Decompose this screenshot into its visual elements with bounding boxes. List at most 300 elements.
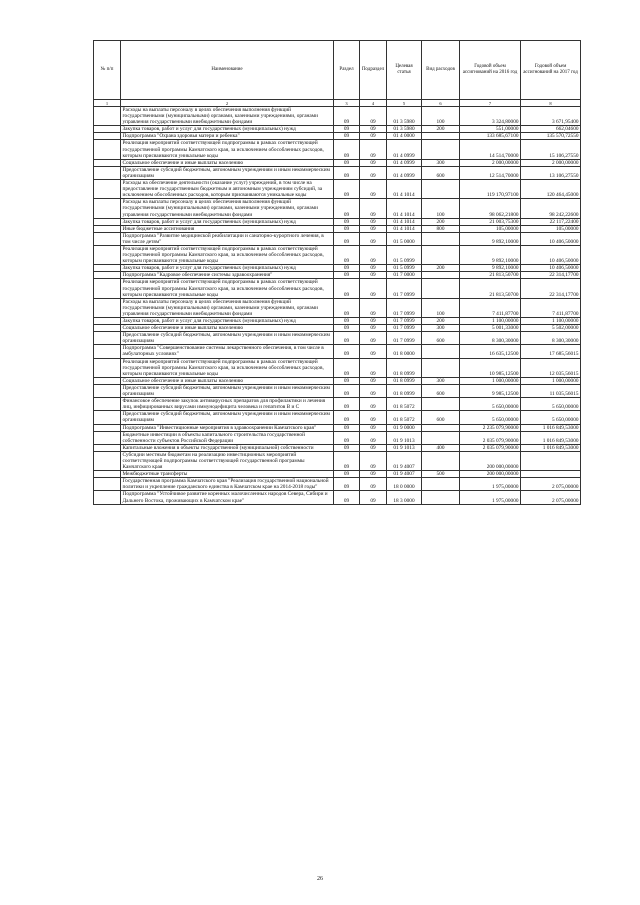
- section-code: 09: [334, 411, 360, 424]
- row-index-cell: [94, 358, 121, 377]
- section-code: 09: [334, 398, 360, 411]
- target-article-code: 18 3 0000: [387, 491, 422, 504]
- expense-type-code: 200: [422, 265, 460, 272]
- section-code: 09: [334, 332, 360, 345]
- amount-2016: 16 635,12500: [460, 345, 521, 358]
- table-row: [94, 398, 581, 411]
- amount-2017: 22 314,17700: [521, 272, 581, 279]
- column-number: 2: [121, 100, 334, 107]
- target-article-code: 01 4 1014: [387, 199, 422, 218]
- amount-2016: 2 235 079,90000: [460, 424, 521, 431]
- amount-2016: 3 324,80000: [460, 107, 521, 126]
- amount-2016: 21 813,50700: [460, 279, 521, 298]
- row-index-cell: [94, 245, 121, 264]
- row-index-cell: [94, 107, 121, 126]
- row-index-cell: [94, 451, 121, 470]
- amount-2017: 5 502,00000: [521, 325, 581, 332]
- column-number: 5: [387, 100, 422, 107]
- table-row: [94, 140, 581, 159]
- amount-2017: 662,04600: [521, 126, 581, 133]
- subsection-code: 09: [360, 245, 387, 264]
- amount-2016: 14 514,70000: [460, 140, 521, 159]
- subsection-code: 09: [360, 478, 387, 491]
- target-article-code: 01 5 0999: [387, 265, 422, 272]
- section-code: 09: [334, 166, 360, 179]
- amount-2017: 22 117,22400: [521, 218, 581, 225]
- subsection-code: 09: [360, 424, 387, 431]
- amount-2016: 119 170,97100: [460, 180, 521, 199]
- table-row: [94, 107, 581, 126]
- expense-type-code: [422, 232, 460, 245]
- table-row: [94, 166, 581, 179]
- section-code: 09: [334, 245, 360, 264]
- column-number: 8: [521, 100, 581, 107]
- row-index-cell: [94, 411, 121, 424]
- row-index-cell: [94, 431, 121, 444]
- header-cell: Годовой объем ассигнований на 2017 год: [521, 41, 581, 100]
- amount-2017: 3 671,95400: [521, 107, 581, 126]
- expense-type-code: [422, 451, 460, 470]
- row-index-cell: [94, 384, 121, 397]
- amount-2016: 12 514,70000: [460, 166, 521, 179]
- item-name: Социальное обеспечение и иные выплаты населению: [121, 325, 334, 332]
- table-row: [94, 232, 581, 245]
- section-code: 09: [334, 491, 360, 504]
- target-article-code: 01 8 0999: [387, 384, 422, 397]
- target-article-code: 01 7 0999: [387, 332, 422, 345]
- amount-2016: 1 000,00000: [460, 377, 521, 384]
- section-code: 09: [334, 377, 360, 384]
- subsection-code: 09: [360, 332, 387, 345]
- target-article-code: 01 8 5072: [387, 411, 422, 424]
- amount-2016: 7 411,87700: [460, 298, 521, 317]
- target-article-code: 01 4 0000: [387, 133, 422, 140]
- target-article-code: 01 9 1013: [387, 444, 422, 451]
- subsection-code: 09: [360, 133, 387, 140]
- amount-2016: 21 813,50700: [460, 272, 521, 279]
- target-article-code: 01 7 0999: [387, 279, 422, 298]
- subsection-code: 09: [360, 431, 387, 444]
- expense-type-code: [422, 140, 460, 159]
- table-row: [94, 471, 581, 478]
- table-row: [94, 272, 581, 279]
- item-name: Реализация мероприятий соответствующей подпрограммы в рамках соответствующей государственной программы Камчатского края, за исключением обособленных расходов, которым присваиваются уникальные коды: [121, 279, 334, 298]
- header-row: [94, 41, 581, 100]
- item-name: Государственная программа Камчатского края "Реализация государственной национальной политики и укрепление гражданского единства в Камчатском крае на 2014-2018 годы": [121, 478, 334, 491]
- target-article-code: 01 9 4007: [387, 451, 422, 470]
- amount-2016: 133 685,67100: [460, 133, 521, 140]
- amount-2017: 2 075,00000: [521, 478, 581, 491]
- header-cell: Целевая статья: [387, 41, 422, 100]
- expense-type-code: 500: [422, 471, 460, 478]
- amount-2016: 1 100,00000: [460, 318, 521, 325]
- row-index-cell: [94, 159, 121, 166]
- section-code: 09: [334, 126, 360, 133]
- expense-type-code: [422, 133, 460, 140]
- subsection-code: 09: [360, 199, 387, 218]
- amount-2016: 9 985,12500: [460, 384, 521, 397]
- item-name: Социальное обеспечение и иные выплаты населению: [121, 377, 334, 384]
- subsection-code: 09: [360, 180, 387, 199]
- target-article-code: 01 8 0000: [387, 345, 422, 358]
- row-index-cell: [94, 218, 121, 225]
- table-row: [94, 444, 581, 451]
- item-name: Реализация мероприятий соответствующей подпрограммы в рамках соответствующей государственной программы Камчатского края, за исключением обособленных расходов, которым присваиваются уникальные коды: [121, 140, 334, 159]
- target-article-code: 01 5 0999: [387, 245, 422, 264]
- table-row: [94, 478, 581, 491]
- table-row: [94, 358, 581, 377]
- target-article-code: 01 8 5072: [387, 398, 422, 411]
- amount-2016: 9 892,10000: [460, 245, 521, 264]
- table-row: [94, 265, 581, 272]
- row-index-cell: [94, 377, 121, 384]
- row-index-cell: [94, 166, 121, 179]
- amount-2017: 22 314,17700: [521, 279, 581, 298]
- row-index-cell: [94, 133, 121, 140]
- table-row: [94, 345, 581, 358]
- amount-2017: 5 650,00000: [521, 411, 581, 424]
- subsection-code: 09: [360, 166, 387, 179]
- subsection-code: 09: [360, 298, 387, 317]
- amount-2016: 5 650,00000: [460, 411, 521, 424]
- column-number: 3: [334, 100, 360, 107]
- target-article-code: 01 4 0999: [387, 159, 422, 166]
- expense-type-code: [422, 424, 460, 431]
- subsection-code: 09: [360, 377, 387, 384]
- table-row: [94, 298, 581, 317]
- amount-2016: 200 000,00000: [460, 471, 521, 478]
- expense-type-code: 100: [422, 107, 460, 126]
- section-code: 09: [334, 471, 360, 478]
- target-article-code: 01 4 0999: [387, 166, 422, 179]
- row-index-cell: [94, 332, 121, 345]
- subsection-code: 09: [360, 107, 387, 126]
- subsection-code: 09: [360, 232, 387, 245]
- section-code: 09: [334, 358, 360, 377]
- subsection-code: 09: [360, 444, 387, 451]
- amount-2017: 5 650,00000: [521, 398, 581, 411]
- amount-2016: 1 975,00000: [460, 478, 521, 491]
- table-row: [94, 318, 581, 325]
- expense-type-code: 300: [422, 159, 460, 166]
- expense-type-code: [422, 478, 460, 491]
- item-name: Реализация мероприятий соответствующей подпрограммы в рамках соответствующей государственной программы Камчатского края, за исключением обособленных расходов, которым присваиваются уникальные коды: [121, 358, 334, 377]
- table-body: [94, 107, 581, 505]
- row-index-cell: [94, 298, 121, 317]
- section-code: 09: [334, 279, 360, 298]
- row-index-cell: [94, 199, 121, 218]
- amount-2017: [521, 471, 581, 478]
- amount-2016: 2 035 079,90000: [460, 431, 521, 444]
- amount-2016: 21 003,75300: [460, 218, 521, 225]
- section-code: 09: [334, 199, 360, 218]
- target-article-code: 01 9 1013: [387, 431, 422, 444]
- section-code: 09: [334, 159, 360, 166]
- table-row: [94, 384, 581, 397]
- row-index-cell: [94, 444, 121, 451]
- section-code: 09: [334, 325, 360, 332]
- subsection-code: 09: [360, 159, 387, 166]
- amount-2017: 2 075,00000: [521, 491, 581, 504]
- amount-2016: 9 892,10000: [460, 232, 521, 245]
- item-name: Иные бюджетные ассигнования: [121, 225, 334, 232]
- section-code: 09: [334, 107, 360, 126]
- target-article-code: 01 7 0999: [387, 318, 422, 325]
- row-index-cell: [94, 232, 121, 245]
- expense-type-code: [422, 245, 460, 264]
- subsection-code: 09: [360, 140, 387, 159]
- expense-type-code: 600: [422, 384, 460, 397]
- item-name: Закупка товаров, работ и услуг для государственных (муниципальных) нужд: [121, 265, 334, 272]
- header-cell: № п/п: [94, 41, 121, 100]
- amount-2016: 10 985,12500: [460, 358, 521, 377]
- expense-type-code: [422, 398, 460, 411]
- expense-type-code: 300: [422, 325, 460, 332]
- subsection-code: 09: [360, 265, 387, 272]
- header-cell: Вид расходов: [422, 41, 460, 100]
- table-row: [94, 133, 581, 140]
- amount-2017: 1 000,00000: [521, 377, 581, 384]
- subsection-code: 09: [360, 358, 387, 377]
- row-index-cell: [94, 126, 121, 133]
- target-article-code: 01 4 1014: [387, 180, 422, 199]
- item-name: Подпрограмма "Устойчивое развитие коренных малочисленных народов Севера, Сибири и Дальнего Востока, проживающих в Камчатском крае": [121, 491, 334, 504]
- section-code: 09: [334, 133, 360, 140]
- table-row: [94, 245, 581, 264]
- subsection-code: 09: [360, 325, 387, 332]
- amount-2016: 98 062,21800: [460, 199, 521, 218]
- expense-type-code: 400: [422, 444, 460, 451]
- table-row: [94, 377, 581, 384]
- expense-type-code: [422, 431, 460, 444]
- item-name: Подпрограмма "Кадровое обеспечение системы здравоохранения": [121, 272, 334, 279]
- amount-2017: 1 016 849,53000: [521, 444, 581, 451]
- row-index-cell: [94, 180, 121, 199]
- item-name: Капитальные вложения в объекты государственной (муниципальной) собственности: [121, 444, 334, 451]
- row-index-cell: [94, 279, 121, 298]
- section-code: 09: [334, 272, 360, 279]
- row-index-cell: [94, 325, 121, 332]
- table-row: [94, 491, 581, 504]
- target-article-code: 01 3 5980: [387, 126, 422, 133]
- row-index-cell: [94, 318, 121, 325]
- header-cell: Раздел: [334, 41, 360, 100]
- target-article-code: 01 8 0999: [387, 377, 422, 384]
- column-number-row: [94, 100, 581, 107]
- item-name: Подпрограмма "Совершенствование системы лекарственного обеспечения, в том числе в амбулаторных условиях": [121, 345, 334, 358]
- target-article-code: 01 8 0999: [387, 358, 422, 377]
- item-name: Закупка товаров, работ и услуг для государственных (муниципальных) нужд: [121, 318, 334, 325]
- item-name: Субсидии местным бюджетам на реализацию инвестиционных мероприятий соответствующей подпрограммы соответствующей государственной программы Камчатского края: [121, 451, 334, 470]
- section-code: 09: [334, 225, 360, 232]
- amount-2016: 2 035 079,90000: [460, 444, 521, 451]
- subsection-code: 09: [360, 384, 387, 397]
- amount-2017: 11 035,56015: [521, 384, 581, 397]
- subsection-code: 09: [360, 279, 387, 298]
- expense-type-code: [422, 345, 460, 358]
- target-article-code: 01 9 0000: [387, 424, 422, 431]
- item-name: Закупка товаров, работ и услуг для государственных (муниципальных) нужд: [121, 126, 334, 133]
- table-row: [94, 225, 581, 232]
- amount-2017: 10 406,50000: [521, 265, 581, 272]
- table-row: [94, 424, 581, 431]
- expense-type-code: 100: [422, 199, 460, 218]
- amount-2017: 1 016 849,53000: [521, 424, 581, 431]
- target-article-code: 01 3 5980: [387, 107, 422, 126]
- section-code: 09: [334, 431, 360, 444]
- item-name: Реализация мероприятий соответствующей подпрограммы в рамках соответствующей государственной программы Камчатского края, за исключением обособленных расходов, которым присваиваются уникальные коды: [121, 245, 334, 264]
- amount-2016: 1 975,00000: [460, 491, 521, 504]
- expense-type-code: 800: [422, 225, 460, 232]
- amount-2017: 1 100,00000: [521, 318, 581, 325]
- budget-table: [93, 40, 581, 505]
- table-row: [94, 325, 581, 332]
- target-article-code: 01 9 4007: [387, 471, 422, 478]
- amount-2016: 8 300,30000: [460, 332, 521, 345]
- section-code: 09: [334, 424, 360, 431]
- table-row: [94, 431, 581, 444]
- target-article-code: 01 5 0000: [387, 232, 422, 245]
- expense-type-code: [422, 272, 460, 279]
- item-name: Расходы на выплаты персоналу в целях обеспечения выполнения функций государственными (муниципальными) органами, казенными учреждениями, органами управления государственными внебюджетными фондами: [121, 199, 334, 218]
- section-code: 09: [334, 444, 360, 451]
- row-index-cell: [94, 471, 121, 478]
- item-name: Расходы на выплаты персоналу в целях обеспечения выполнения функций государственными (муниципальными) органами, казенными учреждениями, органами управления государственными внебюджетными фондами: [121, 107, 334, 126]
- target-article-code: 18 0 0000: [387, 478, 422, 491]
- amount-2017: 135 570,72550: [521, 133, 581, 140]
- amount-2017: 10 406,50000: [521, 232, 581, 245]
- subsection-code: 09: [360, 345, 387, 358]
- subsection-code: 09: [360, 471, 387, 478]
- column-number: 1: [94, 100, 121, 107]
- row-index-cell: [94, 265, 121, 272]
- expense-type-code: 200: [422, 318, 460, 325]
- subsection-code: 09: [360, 411, 387, 424]
- subsection-code: 09: [360, 398, 387, 411]
- row-index-cell: [94, 398, 121, 411]
- table-row: [94, 180, 581, 199]
- subsection-code: 09: [360, 272, 387, 279]
- amount-2017: 1 016 849,53000: [521, 431, 581, 444]
- item-name: Подпрограмма "Инвестиционные мероприятия в здравоохранении Камчатского края": [121, 424, 334, 431]
- amount-2016: 200 000,00000: [460, 451, 521, 470]
- target-article-code: 01 7 0999: [387, 325, 422, 332]
- section-code: 09: [334, 384, 360, 397]
- subsection-code: 09: [360, 491, 387, 504]
- table-row: [94, 451, 581, 470]
- header-cell: Наименование: [121, 41, 334, 100]
- subsection-code: 09: [360, 451, 387, 470]
- row-index-cell: [94, 225, 121, 232]
- row-index-cell: [94, 272, 121, 279]
- subsection-code: 09: [360, 126, 387, 133]
- item-name: Финансовое обеспечение закупок антивирусных препаратов для профилактики и лечения лиц, инфицированных вирусами иммунодефицита человека и гепатитов В и С: [121, 398, 334, 411]
- column-number: 4: [360, 100, 387, 107]
- table-row: [94, 332, 581, 345]
- item-name: Предоставление субсидий бюджетным, автономным учреждениям и иным некоммерческим организациям: [121, 411, 334, 424]
- amount-2016: 9 892,10000: [460, 265, 521, 272]
- row-index-cell: [94, 140, 121, 159]
- item-name: Социальное обеспечение и иные выплаты населению: [121, 159, 334, 166]
- table-row: [94, 218, 581, 225]
- section-code: 09: [334, 232, 360, 245]
- section-code: 09: [334, 345, 360, 358]
- amount-2017: 10 406,50000: [521, 245, 581, 264]
- page-number: 26: [317, 876, 323, 882]
- expense-type-code: 600: [422, 411, 460, 424]
- item-name: Межбюджетные трансферты: [121, 471, 334, 478]
- expense-type-code: 300: [422, 377, 460, 384]
- amount-2017: 98 242,22600: [521, 199, 581, 218]
- subsection-code: 09: [360, 218, 387, 225]
- amount-2016: 5 001,33000: [460, 325, 521, 332]
- amount-2016: 2 000,00000: [460, 159, 521, 166]
- target-article-code: 01 4 1014: [387, 218, 422, 225]
- item-name: Расходы на обеспечение деятельности (оказание услуг) учреждений, в том числе на предоставление государственным бюджетным и автономным учреждениям субсидий, за исключением обособленных расходов, которым присваиваются уникальные коды: [121, 180, 334, 199]
- amount-2017: 13 106,27550: [521, 166, 581, 179]
- section-code: 09: [334, 478, 360, 491]
- table-row: [94, 159, 581, 166]
- item-name: Закупка товаров, работ и услуг для государственных (муниципальных) нужд: [121, 218, 334, 225]
- target-article-code: 01 7 0999: [387, 298, 422, 317]
- section-code: 09: [334, 298, 360, 317]
- amount-2017: 7 411,87700: [521, 298, 581, 317]
- header-cell: Подраздел: [360, 41, 387, 100]
- amount-2017: 12 035,56015: [521, 358, 581, 377]
- amount-2017: 2 000,00000: [521, 159, 581, 166]
- column-number: 7: [460, 100, 521, 107]
- target-article-code: 01 7 0000: [387, 272, 422, 279]
- amount-2017: 17 685,56015: [521, 345, 581, 358]
- amount-2017: [521, 451, 581, 470]
- subsection-code: 09: [360, 225, 387, 232]
- item-name: Бюджетные инвестиции в объекты капитального строительства государственной собственности субъектов Российской Федерации: [121, 431, 334, 444]
- section-code: 09: [334, 451, 360, 470]
- section-code: 09: [334, 180, 360, 199]
- row-index-cell: [94, 424, 121, 431]
- expense-type-code: [422, 180, 460, 199]
- target-article-code: 01 4 0999: [387, 140, 422, 159]
- item-name: Предоставление субсидий бюджетным, автономным учреждениям и иным некоммерческим организациям: [121, 166, 334, 179]
- amount-2017: 15 106,27550: [521, 140, 581, 159]
- expense-type-code: [422, 358, 460, 377]
- table-row: [94, 126, 581, 133]
- amount-2017: 8 300,30000: [521, 332, 581, 345]
- amount-2016: 551,00000: [460, 126, 521, 133]
- table-row: [94, 411, 581, 424]
- target-article-code: 01 4 1014: [387, 225, 422, 232]
- subsection-code: 09: [360, 318, 387, 325]
- item-name: Предоставление субсидий бюджетным, автономным учреждениям и иным некоммерческим организациям: [121, 384, 334, 397]
- item-name: Подпрограмма "Охрана здоровья матери и ребенка": [121, 133, 334, 140]
- amount-2017: 120 464,45000: [521, 180, 581, 199]
- expense-type-code: 200: [422, 126, 460, 133]
- amount-2016: 5 650,00000: [460, 398, 521, 411]
- expense-type-code: [422, 491, 460, 504]
- section-code: 09: [334, 218, 360, 225]
- expense-type-code: [422, 279, 460, 298]
- table-row: [94, 279, 581, 298]
- expense-type-code: 600: [422, 332, 460, 345]
- column-number: 6: [422, 100, 460, 107]
- expense-type-code: 100: [422, 298, 460, 317]
- expense-type-code: 600: [422, 166, 460, 179]
- section-code: 09: [334, 318, 360, 325]
- item-name: Подпрограмма "Развитие медицинской реабилитации и санаторно-курортного лечения, в том числе детям": [121, 232, 334, 245]
- row-index-cell: [94, 491, 121, 504]
- item-name: Расходы на выплаты персоналу в целях обеспечения выполнения функций государственными (муниципальными) органами, казенными учреждениями, органами управления государственными внебюджетными фондами: [121, 298, 334, 317]
- item-name: Предоставление субсидий бюджетным, автономным учреждениям и иным некоммерческим организациям: [121, 332, 334, 345]
